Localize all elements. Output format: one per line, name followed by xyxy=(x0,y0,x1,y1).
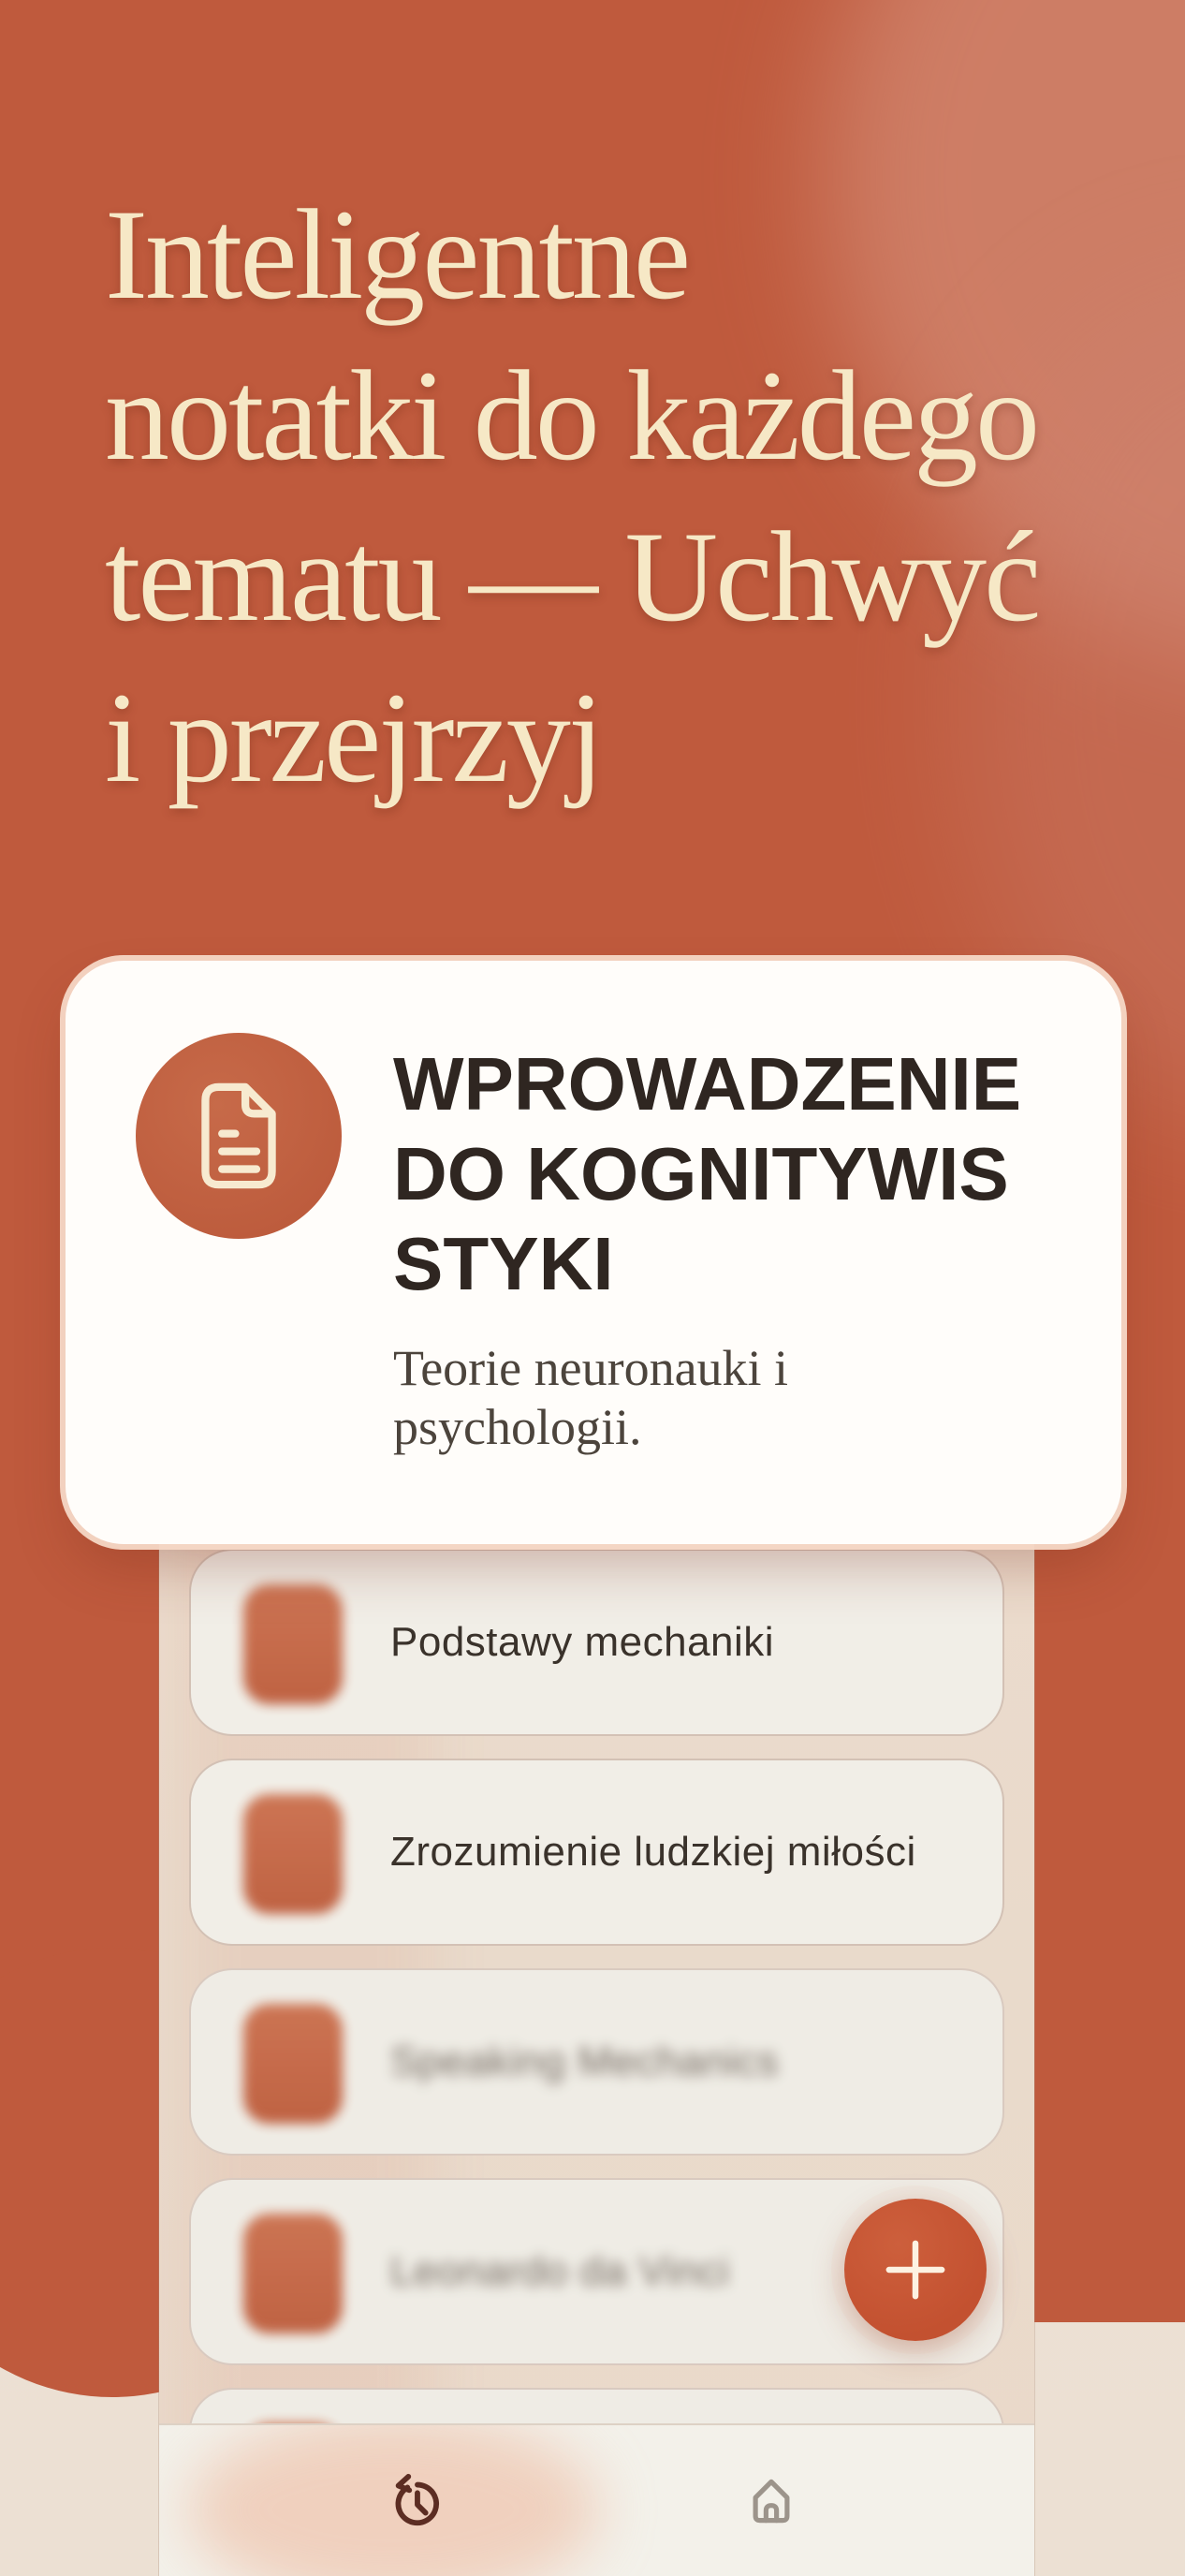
note-title xyxy=(393,1039,1114,1309)
note-thumbnail-icon xyxy=(243,1794,343,1914)
note-subtitle xyxy=(393,1339,1086,1457)
note-thumbnail-icon xyxy=(243,2214,343,2333)
note-thumbnail-icon xyxy=(243,1584,343,1704)
headline-line-1: Inteligentne xyxy=(105,183,689,326)
tab-home[interactable] xyxy=(696,2425,846,2576)
history-icon xyxy=(388,2472,446,2530)
list-item[interactable] xyxy=(189,1549,1004,1736)
tab-history[interactable] xyxy=(342,2425,491,2576)
note-title-line-3: STYKI xyxy=(393,1222,614,1305)
list-item-label: Speaking Mechanics xyxy=(390,2039,780,2084)
hero-headline xyxy=(105,174,1144,818)
note-icon-circle xyxy=(136,1033,342,1239)
plus-icon xyxy=(879,2233,952,2306)
headline-line-4: i przejrzyj xyxy=(105,666,602,809)
note-thumbnail-icon xyxy=(243,2004,343,2124)
note-title-line-1: WPROWADZENIE xyxy=(393,1042,1022,1126)
list-item-label: Leonardo da Vinci xyxy=(390,2248,730,2294)
document-icon xyxy=(183,1076,294,1196)
feature-note-card[interactable] xyxy=(66,961,1121,1544)
note-title-line-2: DO KOGNITYWIS xyxy=(393,1132,1009,1215)
headline-line-2: notatki do każdego xyxy=(105,344,1038,487)
notes-list xyxy=(189,1549,1004,2575)
add-note-button[interactable] xyxy=(844,2199,987,2341)
headline-line-3: tematu — Uchwyć xyxy=(105,505,1039,648)
list-item-label: Podstawy mechaniki xyxy=(390,1619,775,1665)
list-item[interactable] xyxy=(189,1968,1004,2156)
bottom-tab-bar xyxy=(159,2423,1034,2576)
list-item[interactable] xyxy=(189,1759,1004,1946)
note-subtitle-line-2: psychologii. xyxy=(393,1399,642,1455)
home-icon xyxy=(743,2473,799,2529)
list-item-label: Zrozumienie ludzkiej miłości xyxy=(390,1829,916,1875)
note-subtitle-line-1: Teorie neuronauki i xyxy=(393,1340,789,1396)
